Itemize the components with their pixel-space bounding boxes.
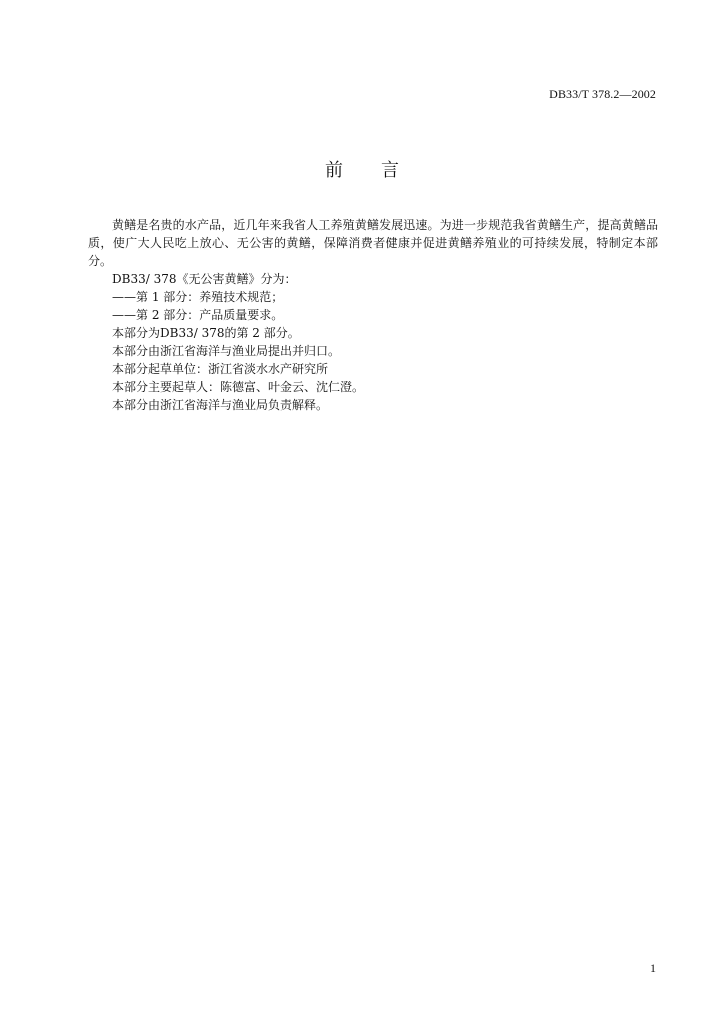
standard-code: DB33/T 378.2—2002 — [549, 87, 656, 101]
drafters-line: 本部分主要起草人：陈德富、叶金云、沈仁澄。 — [112, 380, 365, 394]
page-title — [0, 156, 724, 182]
page-number: 1 — [650, 961, 656, 975]
this-part-line: 本部分为DB33/ 378的第 2 部分。 — [112, 326, 300, 340]
interpretation-line: 本部分由浙江省海洋与渔业局负责解释。 — [112, 398, 329, 412]
title-char-1: 前 — [325, 160, 343, 181]
part-2-line: ——第 2 部分：产品质量要求。 — [112, 308, 284, 322]
intro-paragraph: 黄鳝是名贵的水产品，近几年来我省人工养殖黄鳝发展迅速。为进一步规范我省黄鳝生产，提高黄鳝品质，使广大人民吃上放心、无公害的黄鳝，保障消费者健康并促进黄鳝养殖业的可持续发展，特制定本部分。 — [88, 218, 658, 268]
proposer-line: 本部分由浙江省海洋与渔业局提出并归口。 — [112, 344, 341, 358]
part-1-line: ——第 1 部分：养殖技术规范； — [112, 290, 284, 304]
parts-intro-line: DB33/ 378《无公害黄鳝》分为： — [112, 272, 297, 286]
foreword-body — [88, 216, 658, 414]
title-char-2: 言 — [381, 160, 399, 181]
drafting-unit-line: 本部分起草单位：浙江省淡水水产研究所 — [112, 362, 329, 376]
